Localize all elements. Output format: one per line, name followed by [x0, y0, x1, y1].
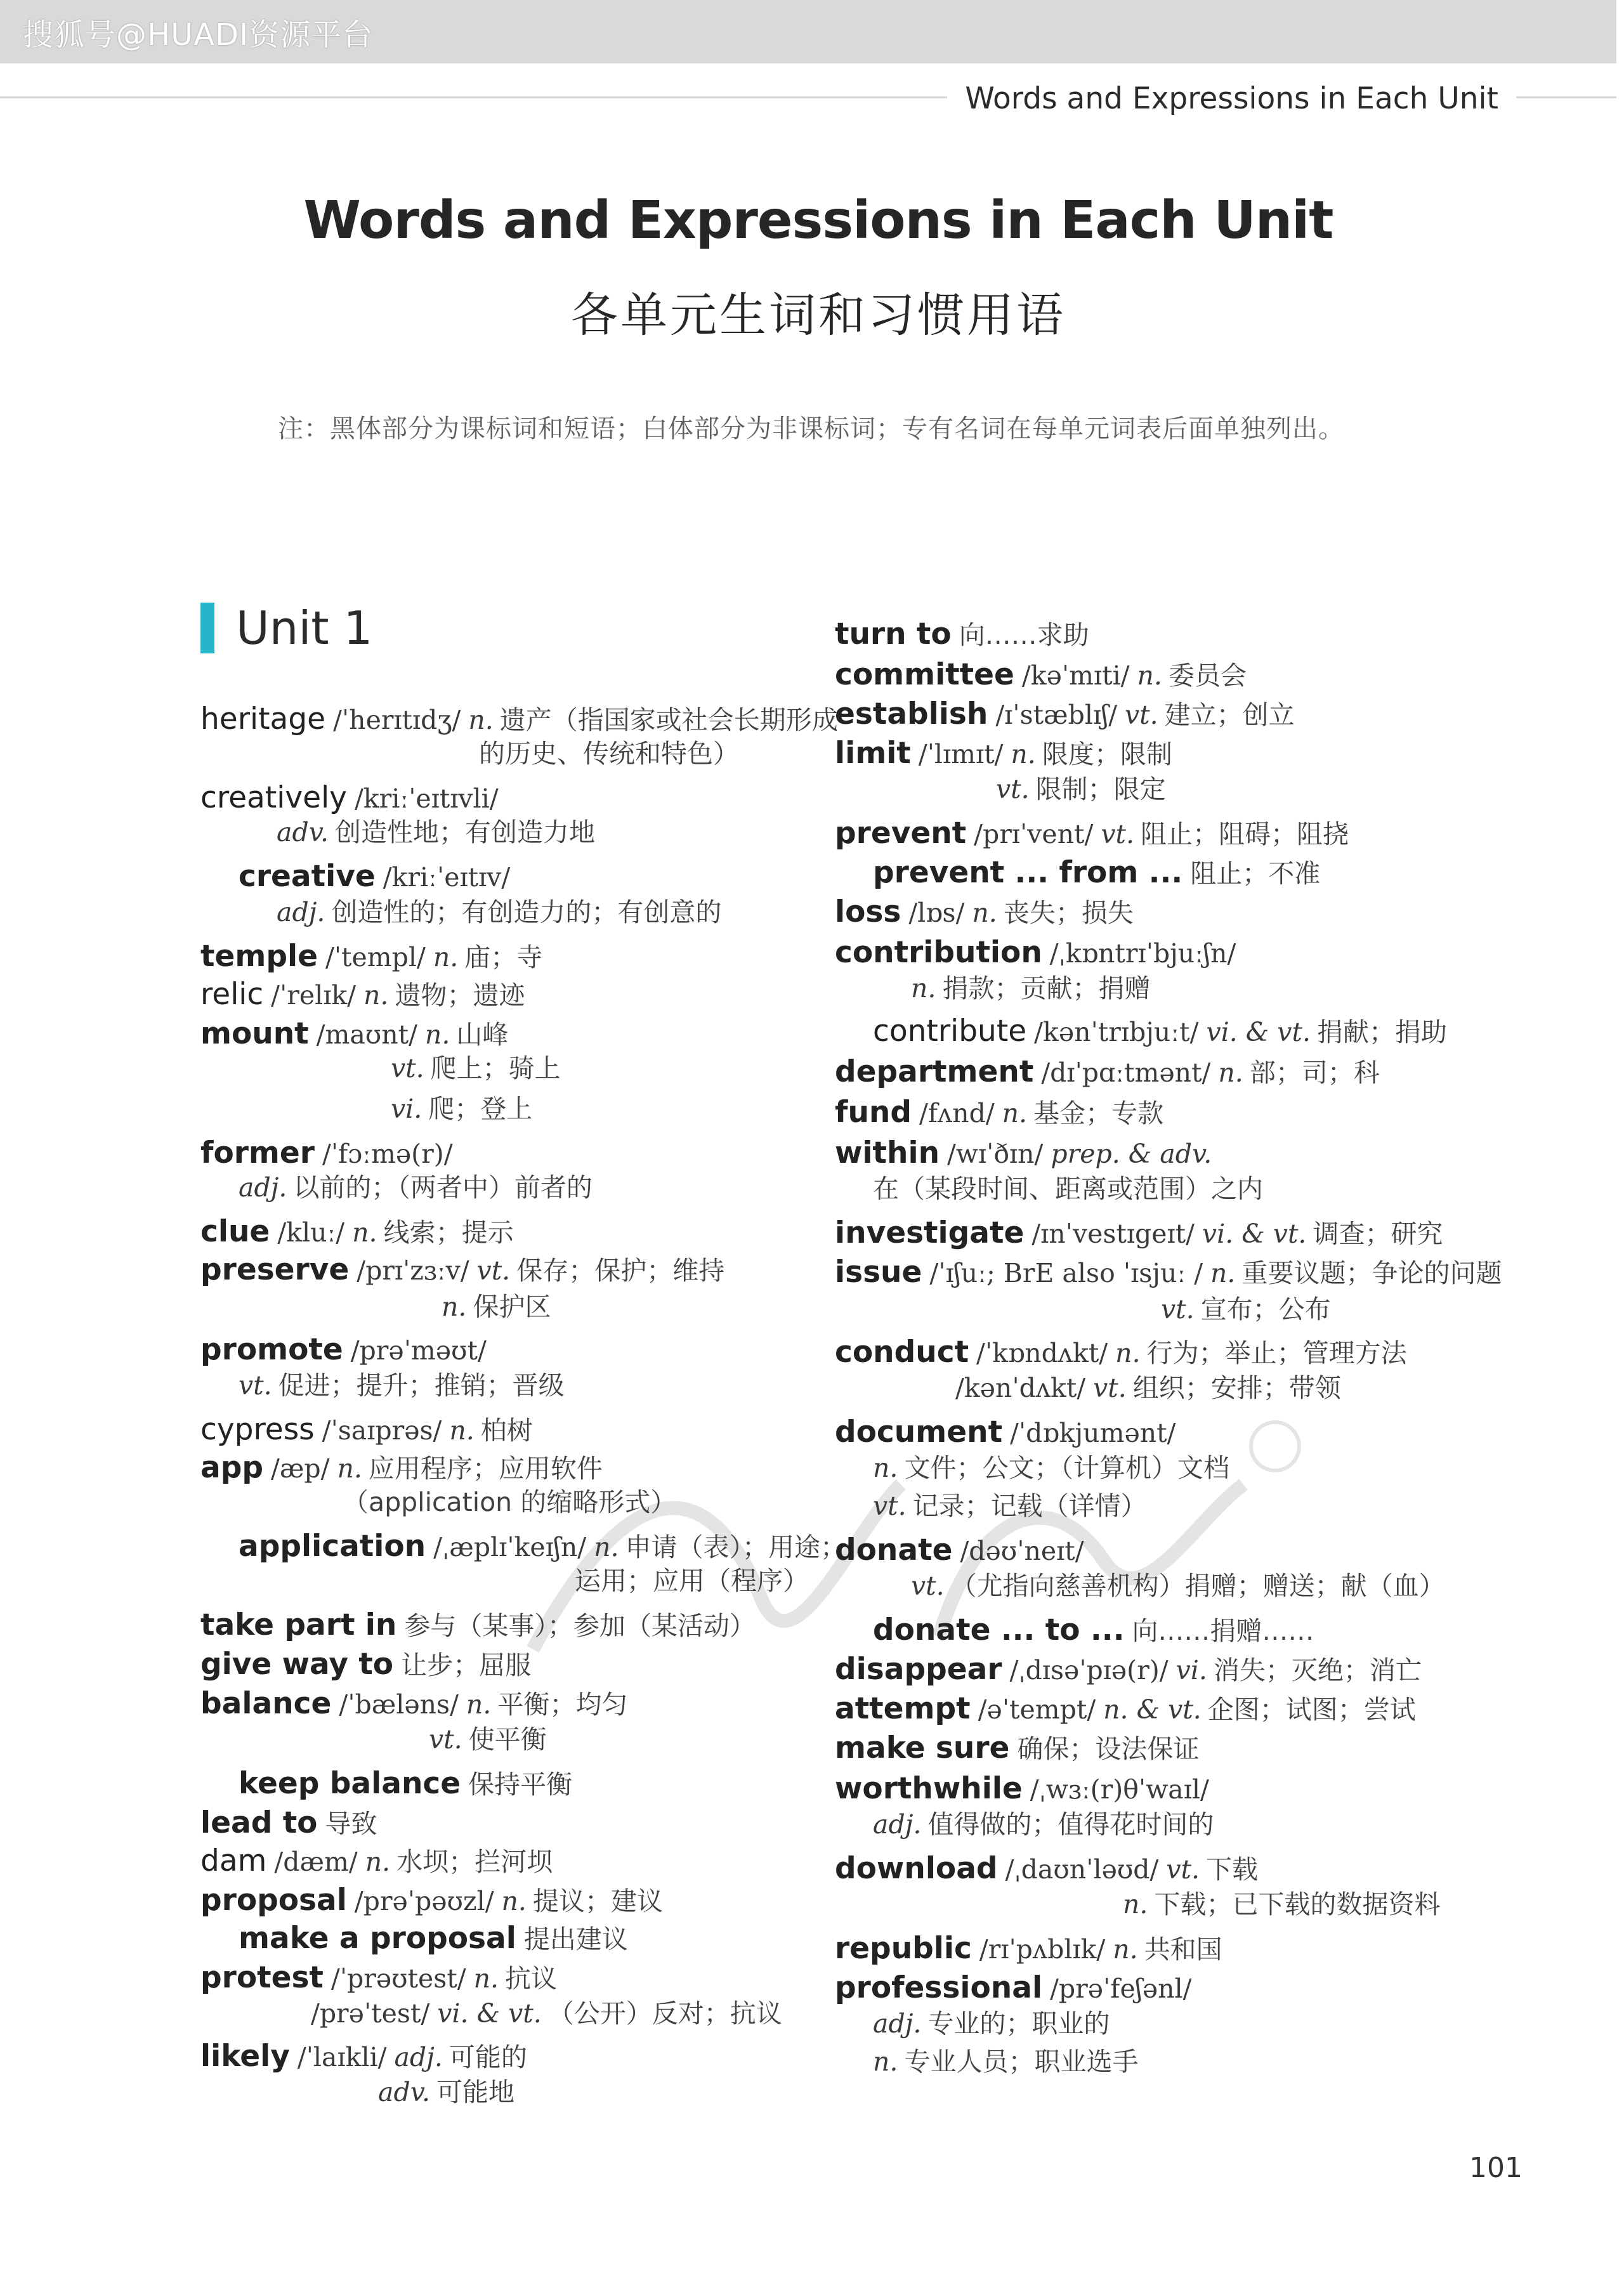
- page-number: 101: [1469, 2152, 1522, 2184]
- headword: cypress: [200, 1412, 315, 1447]
- headword: republic: [835, 1931, 972, 1966]
- phonetic: /ˈfɔːmə(r)/: [322, 1139, 453, 1169]
- definition: 保持平衡: [468, 1769, 573, 1800]
- definition: 确保；设法保证: [1017, 1734, 1200, 1764]
- part-of-speech: vi. & vt.: [1206, 1017, 1311, 1047]
- headword: contribution: [835, 935, 1042, 970]
- vocab-line: [835, 894, 1134, 929]
- phonetic: /prɪˈzɜːv/: [357, 1255, 469, 1286]
- definition: 下载；已下载的数据资料: [1154, 1889, 1441, 1920]
- headword: disappear: [835, 1652, 1002, 1687]
- definition: 向……求助: [959, 620, 1089, 650]
- definition: 行为；举止；管理方法: [1146, 1338, 1407, 1368]
- definition: 值得做的；值得花时间的: [927, 1809, 1214, 1840]
- definition: 创造性的；有创造力的；有创意的: [331, 897, 722, 927]
- definition: 共和国: [1144, 1934, 1222, 1965]
- vocab-line: [835, 1691, 1416, 1726]
- headword: give way to: [200, 1647, 394, 1682]
- definition: 在（某段时间、距离或范围）之内: [873, 1174, 1263, 1204]
- definition: 向……捐赠……: [1132, 1616, 1314, 1646]
- phonetic: /prəˈməʊt/: [350, 1335, 487, 1366]
- part-of-speech: n.: [424, 1019, 450, 1050]
- vocab-line: [996, 776, 1166, 802]
- phonetic: /æp/: [271, 1453, 330, 1484]
- part-of-speech: n.: [365, 1847, 391, 1877]
- part-of-speech: vt.: [1166, 1854, 1200, 1885]
- definition: 下载: [1206, 1854, 1258, 1885]
- definition: 阻止；不准: [1190, 858, 1321, 889]
- phonetic: /kənˈdʌkt/: [955, 1373, 1086, 1403]
- definition: 线索；提示: [383, 1217, 514, 1248]
- vocab-line: [835, 736, 1172, 771]
- headword: worthwhile: [835, 1771, 1023, 1806]
- vocab-line: [835, 1771, 1217, 1806]
- part-of-speech: n.: [1113, 1934, 1138, 1965]
- part-of-speech: adv.: [277, 817, 329, 848]
- vocab-line: [200, 1214, 514, 1249]
- phonetic: /ˌkɒntrɪˈbjuːʃn/: [1049, 938, 1236, 969]
- part-of-speech: n.: [337, 1453, 362, 1484]
- vocab-line: [835, 935, 1243, 970]
- definition: 提议；建议: [532, 1886, 663, 1916]
- headword: conduct: [835, 1335, 969, 1370]
- definition: 平衡；均匀: [497, 1689, 628, 1720]
- headword: clue: [200, 1214, 270, 1249]
- vocab-line: [911, 1573, 1445, 1599]
- phonetic: /maʊnt/: [316, 1019, 417, 1050]
- part-of-speech: vt.: [1125, 700, 1158, 730]
- part-of-speech: n.: [468, 705, 494, 735]
- phonetic: /ɪˈstæblɪʃ/: [995, 700, 1118, 730]
- vocab-line: [200, 704, 838, 734]
- headword: limit: [835, 736, 911, 771]
- headword: within: [835, 1136, 940, 1170]
- headword: issue: [835, 1255, 922, 1290]
- definition: 部；司；科: [1249, 1057, 1380, 1088]
- phonetic: /kəˈmɪti/: [1021, 660, 1130, 691]
- part-of-speech: vt.: [996, 774, 1030, 804]
- watermark-text: 搜狐号@HUADI资源平台: [23, 16, 374, 53]
- definition: 限制；限定: [1035, 774, 1166, 804]
- definition: 遗产（指国家或社会长期形成: [499, 705, 838, 735]
- definition: 限度；限制: [1042, 739, 1172, 769]
- definition: 柏树: [480, 1415, 533, 1446]
- part-of-speech: vi. & vt.: [1202, 1219, 1307, 1249]
- part-of-speech: n.: [873, 1453, 898, 1483]
- definition: 可能的: [449, 2042, 527, 2072]
- vocab-line: [835, 1415, 1183, 1450]
- headword: contribute: [873, 1014, 1027, 1049]
- headword: relic: [200, 977, 264, 1012]
- vocab-line: [835, 1255, 1502, 1290]
- unit-heading: [200, 601, 372, 655]
- definition: 申请（表）；用途；: [625, 1532, 847, 1562]
- phonetic: /ˈrelɪk/: [271, 980, 357, 1011]
- part-of-speech: vt.: [429, 1724, 462, 1755]
- headword: likely: [200, 2039, 290, 2074]
- vocab-line: [873, 1493, 1147, 1519]
- phonetic: /ˌæplɪˈkeɪʃn/: [433, 1532, 587, 1562]
- definition: 消失；灭绝；消亡: [1213, 1655, 1422, 1685]
- phonetic: /ˈkɒndʌkt/: [976, 1338, 1108, 1368]
- phonetic: /prəˈfeʃənl/: [1050, 1973, 1192, 2004]
- vocab-line: [378, 2079, 514, 2105]
- part-of-speech: adj.: [873, 2008, 922, 2039]
- vocab-line: [835, 816, 1349, 851]
- phonetic: /ˈlaɪkli/: [297, 2042, 387, 2072]
- vocab-line: [343, 1489, 676, 1515]
- definition: 山峰: [456, 1019, 509, 1050]
- vocab-line: [239, 1529, 847, 1564]
- definition: 抗议: [505, 1963, 558, 1994]
- definition: 宣布；公布: [1200, 1294, 1331, 1325]
- vocab-line: [200, 2039, 527, 2074]
- definition: 记录；记载（详情）: [912, 1491, 1147, 1521]
- vocab-line: [200, 1843, 553, 1878]
- headword: professional: [835, 1970, 1043, 2005]
- phonetic: /kənˈtrɪbjuːt/: [1034, 1017, 1199, 1047]
- phonetic: /wɪˈðɪn/: [947, 1139, 1044, 1169]
- phonetic: /ˌwɜː(r)θˈwaɪl/: [1030, 1774, 1209, 1805]
- phonetic: /kluː/: [277, 1217, 345, 1248]
- vocab-line: [200, 1450, 603, 1485]
- part-of-speech: n.: [1137, 660, 1162, 691]
- headword: donate: [835, 1533, 953, 1567]
- definition: （application 的缩略形式）: [343, 1487, 677, 1517]
- vocab-line: [835, 1054, 1380, 1089]
- definition: 丧失；损失: [1003, 898, 1134, 928]
- part-of-speech: n.: [1002, 1098, 1028, 1129]
- definition: （尤指向慈善机构）捐赠；赠送；献（血）: [950, 1571, 1445, 1601]
- headword: attempt: [835, 1691, 971, 1726]
- vocab-line: [311, 1998, 782, 2029]
- vocab-line: [835, 699, 1295, 729]
- vocab-line: [277, 897, 722, 927]
- definition: 应用程序；应用软件: [368, 1453, 603, 1484]
- vocab-line: [442, 1294, 551, 1320]
- part-of-speech: n.: [473, 1963, 499, 1994]
- vocab-line: [873, 1809, 1214, 1840]
- vocab-line: [835, 1215, 1443, 1250]
- vocab-line: [200, 1607, 756, 1642]
- headword: mount: [200, 1016, 309, 1051]
- vocab-line: [200, 977, 525, 1012]
- vocab-line: [200, 1016, 509, 1051]
- definition: 的历史、传统和特色）: [479, 738, 739, 769]
- definition: 捐款；贡献；捐赠: [942, 973, 1151, 1004]
- vocab-line: [277, 817, 596, 848]
- vocab-line: [575, 1568, 809, 1594]
- part-of-speech: n.: [911, 973, 936, 1004]
- definition: 让步；屈服: [401, 1650, 532, 1680]
- headword: application: [239, 1529, 426, 1564]
- headword: lead to: [200, 1805, 318, 1840]
- part-of-speech: vt.: [1101, 819, 1134, 849]
- vocab-line: [873, 1455, 1229, 1481]
- phonetic: /prɪˈvent/: [974, 819, 1094, 849]
- page-subtitle: 各单元生词和习惯用语: [571, 288, 1066, 343]
- vocab-line: [873, 855, 1321, 890]
- phonetic: /ˈtempl/: [325, 942, 426, 972]
- definition: 庙；寺: [464, 942, 543, 972]
- headword: turn to: [835, 617, 952, 651]
- headword: dam: [200, 1843, 267, 1878]
- headword: loss: [835, 894, 901, 929]
- headword: investigate: [835, 1215, 1025, 1250]
- phonetic: /prəˈpəʊzl/: [354, 1886, 494, 1916]
- unit-accent-bar: [200, 603, 214, 653]
- vocab-line: [835, 1931, 1222, 1966]
- definition: 调查；研究: [1313, 1219, 1443, 1249]
- definition: 组织；安排；带领: [1132, 1373, 1341, 1403]
- vocab-line: [429, 1724, 547, 1755]
- headword: temple: [200, 939, 318, 974]
- definition: 以前的；（两者中）前者的: [293, 1172, 593, 1203]
- part-of-speech: n.: [442, 1292, 467, 1322]
- part-of-speech: vt.: [391, 1053, 424, 1083]
- headword: protest: [200, 1960, 324, 1995]
- vocab-line: [200, 780, 506, 815]
- vocab-line: [239, 1921, 628, 1956]
- headword: document: [835, 1415, 1003, 1450]
- headword: promote: [200, 1332, 343, 1367]
- vocab-line: [479, 738, 739, 769]
- definition: 专业人员；职业选手: [904, 2046, 1139, 2077]
- headword: fund: [835, 1095, 912, 1130]
- vocab-line: [835, 1970, 1199, 2005]
- vocab-line: [835, 1535, 1092, 1565]
- definition: （公开）反对；抗议: [547, 1998, 782, 2029]
- phonetic: /dæm/: [274, 1847, 358, 1877]
- definition: 委员会: [1168, 660, 1247, 691]
- definition: 提出建议: [523, 1924, 628, 1954]
- definition: 可能地: [436, 2077, 515, 2107]
- definition: 使平衡: [468, 1724, 547, 1755]
- definition: 重要议题；争论的问题: [1241, 1258, 1502, 1288]
- headword: donate ... to ...: [873, 1613, 1125, 1647]
- part-of-speech: n.: [466, 1689, 492, 1720]
- vocab-line: [911, 973, 1151, 1004]
- vocab-line: [835, 619, 1089, 649]
- vocab-line: [835, 1335, 1407, 1370]
- phonetic: /fʌnd/: [919, 1098, 995, 1129]
- part-of-speech: n. & vt.: [1103, 1694, 1202, 1725]
- vocab-line: [239, 859, 518, 894]
- headword: heritage: [200, 702, 326, 736]
- definition: 参与（某事）；参加（某活动）: [404, 1611, 756, 1641]
- phonetic: /ˈɪʃuː; BrE also ˈɪsjuː /: [929, 1258, 1203, 1288]
- headword: proposal: [200, 1883, 347, 1918]
- definition: 捐献；捐助: [1316, 1017, 1447, 1047]
- vocab-line: [200, 1647, 532, 1682]
- headword: department: [835, 1054, 1034, 1089]
- vocab-line: [873, 1615, 1314, 1645]
- vocab-line: [200, 1138, 461, 1168]
- part-of-speech: n.: [972, 898, 997, 928]
- vocab-line: [200, 1805, 377, 1840]
- part-of-speech: n.: [873, 2046, 898, 2077]
- vocab-line: [835, 1733, 1199, 1763]
- definition: 企图；试图；尝试: [1207, 1694, 1416, 1725]
- part-of-speech: vt.: [873, 1491, 907, 1521]
- headword: establish: [835, 697, 988, 731]
- vocab-line: [835, 1095, 1164, 1130]
- running-header: Words and Expressions in Each Unit: [947, 81, 1516, 116]
- vocab-line: [955, 1375, 1341, 1401]
- headword: make a proposal: [239, 1921, 516, 1956]
- part-of-speech: vi.: [1175, 1655, 1207, 1685]
- part-of-speech: n.: [1115, 1338, 1141, 1368]
- phonetic: /dɪˈpɑːtmənt/: [1041, 1057, 1211, 1088]
- vocab-line: [835, 657, 1247, 692]
- phonetic: /ˌdaʊnˈləʊd/: [1005, 1854, 1159, 1885]
- vocab-line: [200, 1883, 663, 1918]
- vocab-line: [873, 1176, 1263, 1202]
- vocab-line: [873, 1014, 1447, 1049]
- part-of-speech: n.: [1123, 1889, 1148, 1920]
- vocab-line: [239, 1370, 565, 1401]
- phonetic: /ˈsaɪprəs/: [322, 1415, 442, 1446]
- headword: creative: [239, 859, 376, 894]
- phonetic: /kriːˈeɪtɪvli/: [354, 783, 499, 814]
- headword: preserve: [200, 1252, 350, 1287]
- phonetic: /ˈdɒkjumənt/: [1010, 1418, 1176, 1448]
- vocab-line: [200, 1960, 558, 1995]
- definition: 专业的；职业的: [927, 2008, 1110, 2039]
- definition: 爬上；骑上: [430, 1053, 561, 1083]
- definition: 促进；提升；推销；晋级: [278, 1370, 565, 1401]
- phonetic: /lɒs/: [908, 898, 965, 928]
- part-of-speech: n.: [363, 980, 389, 1011]
- vocab-line: [1161, 1294, 1331, 1325]
- headword: keep balance: [239, 1766, 461, 1801]
- definition: 水坝；拦河坝: [396, 1847, 553, 1877]
- part-of-speech: n.: [352, 1217, 377, 1248]
- part-of-speech: vt.: [476, 1255, 511, 1286]
- vocab-line: [239, 1766, 573, 1801]
- part-of-speech: prep. & adv.: [1051, 1139, 1212, 1169]
- usage-note: 注：黑体部分为课标词和短语；白体部分为非课标词；专有名词在每单元词表后面单独列出。: [278, 414, 1344, 443]
- vocab-line: [835, 1138, 1218, 1168]
- part-of-speech: n.: [1210, 1258, 1236, 1288]
- phonetic: /ˈherɪtɪdʒ/: [333, 705, 461, 735]
- part-of-speech: adj.: [277, 897, 325, 927]
- part-of-speech: n.: [501, 1886, 527, 1916]
- vocab-line: [239, 1172, 593, 1203]
- vocab-line: [1123, 1889, 1441, 1920]
- part-of-speech: n.: [1218, 1057, 1243, 1088]
- part-of-speech: adj.: [873, 1809, 922, 1840]
- vocab-line: [391, 1053, 561, 1083]
- definition: 保护区: [473, 1292, 551, 1322]
- headword: prevent: [835, 816, 967, 851]
- unit-label: Unit 1: [236, 601, 373, 655]
- vocab-line: [200, 1332, 494, 1367]
- phonetic: /prəˈtest/: [311, 1998, 430, 2029]
- part-of-speech: adj.: [394, 2042, 443, 2072]
- headword: prevent ... from ...: [873, 855, 1183, 890]
- headword: balance: [200, 1686, 332, 1721]
- part-of-speech: vt.: [1093, 1373, 1127, 1403]
- part-of-speech: n.: [449, 1415, 475, 1446]
- vocab-line: [200, 1686, 628, 1721]
- vocab-line: [200, 1412, 533, 1447]
- part-of-speech: n.: [433, 942, 459, 972]
- part-of-speech: n.: [1011, 739, 1036, 769]
- definition: 建立；创立: [1164, 700, 1295, 730]
- definition: 文件；公文；（计算机）文档: [904, 1453, 1229, 1483]
- definition: 创造性地；有创造力地: [335, 817, 596, 848]
- phonetic: /ˈprəʊtest/: [331, 1963, 466, 1994]
- phonetic: /rɪˈpʌblɪk/: [979, 1934, 1106, 1965]
- vocab-line: [835, 1652, 1422, 1687]
- part-of-speech: adj.: [239, 1172, 287, 1203]
- phonetic: /ˌdɪsəˈpɪə(r)/: [1009, 1655, 1169, 1685]
- phonetic: /dəʊˈneɪt/: [960, 1536, 1084, 1566]
- headword: take part in: [200, 1607, 397, 1642]
- phonetic: /ˈlɪmɪt/: [918, 739, 1004, 769]
- vocab-line: [835, 1851, 1258, 1886]
- part-of-speech: n.: [594, 1532, 619, 1562]
- part-of-speech: adv.: [378, 2077, 431, 2107]
- headword: creatively: [200, 780, 347, 815]
- part-of-speech: vi.: [391, 1094, 422, 1124]
- definition: 遗物；遗迹: [395, 980, 525, 1011]
- part-of-speech: vi. & vt.: [437, 1998, 542, 2029]
- definition: 运用；应用（程序）: [575, 1566, 809, 1596]
- part-of-speech: vt.: [911, 1571, 945, 1601]
- definition: 基金；专款: [1033, 1098, 1164, 1129]
- vocab-line: [391, 1096, 532, 1122]
- headword: make sure: [835, 1731, 1010, 1765]
- vocab-line: [200, 939, 543, 974]
- definition: 保存；保护；维持: [516, 1255, 725, 1286]
- vocab-line: [200, 1252, 725, 1287]
- definition: 阻止；阻碍；阻挠: [1140, 819, 1349, 849]
- phonetic: /əˈtempt/: [978, 1694, 1096, 1725]
- part-of-speech: vt.: [239, 1370, 272, 1401]
- headword: former: [200, 1136, 315, 1170]
- vocab-line: [873, 2046, 1139, 2077]
- watermark-bar: [0, 0, 1616, 63]
- headword: download: [835, 1851, 998, 1886]
- phonetic: /ˈbæləns/: [339, 1689, 459, 1720]
- definition: 爬；登上: [428, 1094, 533, 1124]
- phonetic: /ɪnˈvestɪgeɪt/: [1031, 1219, 1195, 1249]
- phonetic: /kriːˈeɪtɪv/: [383, 862, 511, 893]
- vocab-line: [873, 2008, 1110, 2039]
- headword: app: [200, 1450, 264, 1485]
- headword: committee: [835, 657, 1014, 692]
- definition: 导致: [325, 1809, 377, 1839]
- part-of-speech: vt.: [1161, 1294, 1195, 1325]
- page-title: Words and Expressions in Each Unit: [303, 190, 1333, 251]
